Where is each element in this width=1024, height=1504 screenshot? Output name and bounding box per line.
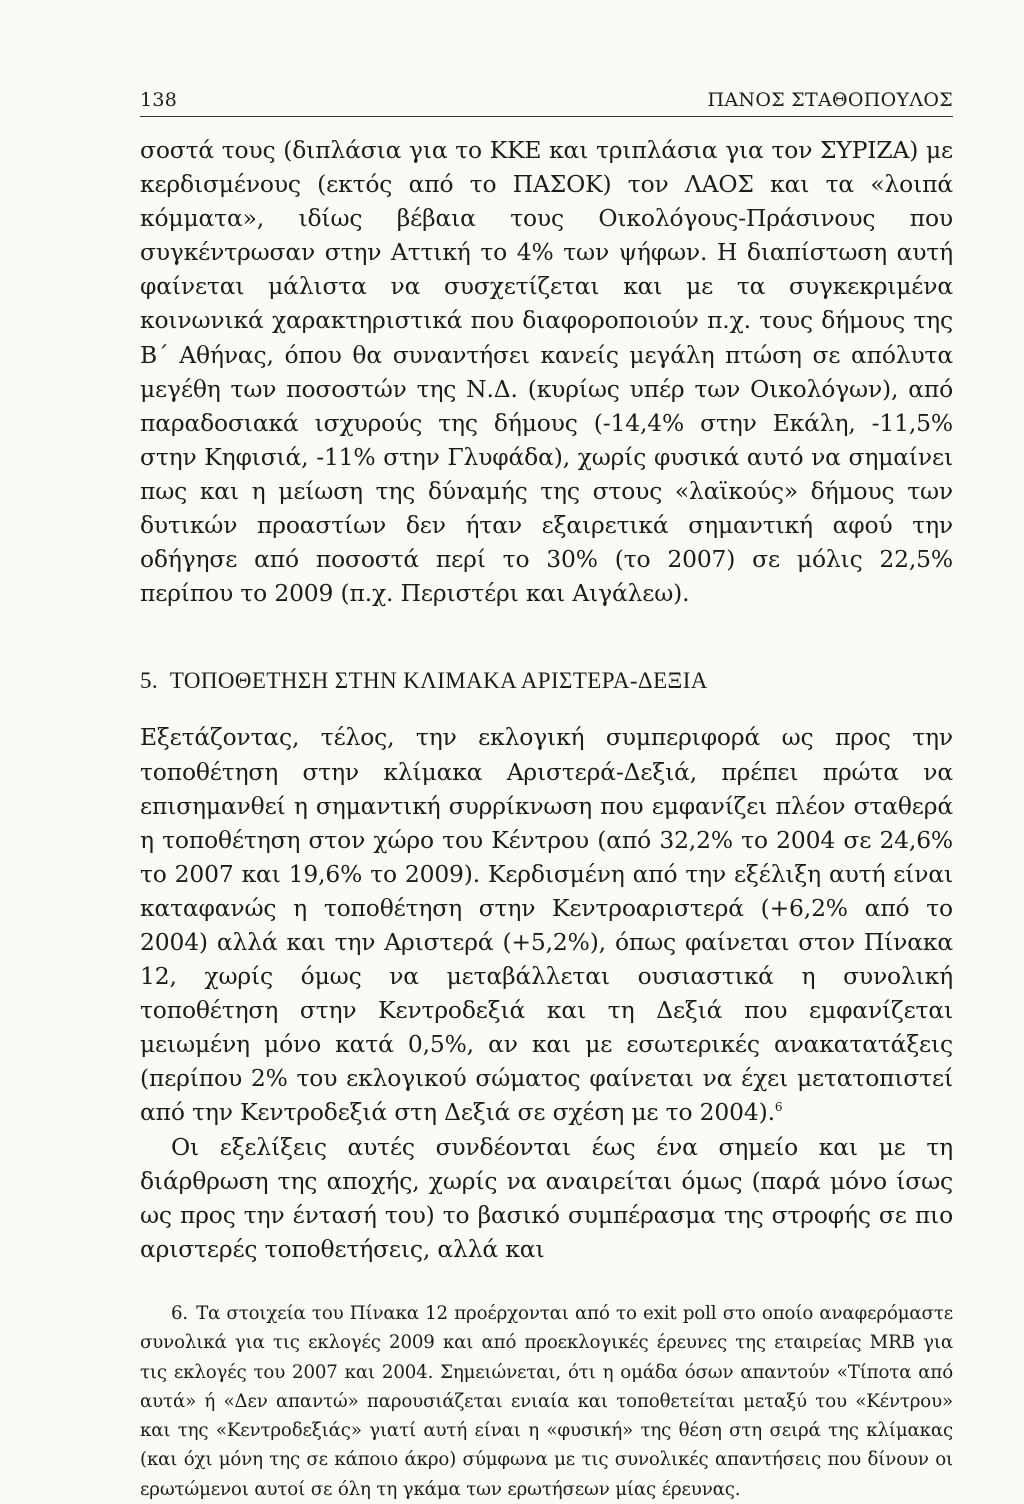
running-head-author: ΠΑΝΟΣ ΣΤΑΘΟΠΟΥΛΟΣ bbox=[707, 89, 953, 111]
section-number: 5. bbox=[140, 668, 159, 694]
footnote-text: Τα στοιχεία του Πίνακα 12 προέρχονται από το exit poll στο οποίο αναφερόμαστε συνολικά για τις εκλογές 2009 και από προεκλογικές έρευνες της εταιρείας MRB για τις εκλογές του 2007 και 2004. Σημειώνεται, ότι η ομάδα όσων απαντούν «Τίποτα από αυτά» ή «Δεν απαντώ» παρουσιάζεται ενιαία και τοποθετείται μεταξύ του «Κέντρου» και της «Κεντροδεξιάς» γιατί αυτή είναι η «φυσική» της θέση στη σειρά της κλίμακας (και όχι μόνη της σε κάποιο άκρο) σύμφωνα με τις συνολικές απαντήσεις που δίνουν οι ερωτώμενοι αυτοί σε όλη τη γκάμα των ερωτήσεων μίας έρευνας. bbox=[140, 1302, 953, 1500]
main-text bbox=[140, 133, 953, 1504]
running-header bbox=[140, 88, 953, 117]
section-title: ΤΟΠΟΘΕΤΗΣΗ ΣΤΗΝ ΚΛΙΜΑΚΑ ΑΡΙΣΤΕΡΑ-ΔΕΞΙΑ bbox=[169, 668, 708, 694]
paragraph-left-right-scale bbox=[140, 720, 953, 1129]
paragraph-continued: σοστά τους (διπλάσια για το ΚΚΕ και τριπλάσια για τον ΣΥΡΙΖΑ) με κερδισμένους (εκτός από το ΠΑΣΟΚ) τον ΛΑΟΣ και τα «λοιπά κόμματα», ιδίως βέβαια τους Οικολόγους-Πράσινους που συγκέντρωσαν στην Αττική το 4% των ψήφων. Η διαπίστωση αυτή φαίνεται μάλιστα να συσχετίζεται και με τα συγκεκριμένα κοινωνικά χαρακτηριστικά που διαφοροποιούν π.χ. τους δήμους της Β΄ Αθήνας, όπου θα συναντήσει κανείς μεγάλη πτώση σε απόλυτα μεγέθη των ποσοστών της Ν.Δ. (κυρίως υπέρ των Οικολόγων), από παραδοσιακά ισχυρούς της δήμους (-14,4% στην Εκάλη, -11,5% στην Κηφισιά, -11% στην Γλυφάδα), χωρίς φυσικά αυτό να σημαίνει πως και η μείωση της δύναμής της στους «λαϊκούς» δήμους των δυτικών προαστίων δεν ήταν εξαιρετικά σημαντική αφού την οδήγησε από ποσοστά περί το 30% (το 2007) σε μόλις 22,5% περίπου το 2009 (π.χ. Περιστέρι και Αιγάλεω). bbox=[140, 136, 953, 608]
paragraph-abstention: Οι εξελίξεις αυτές συνδέονται έως ένα σημείο και με τη διάρθρωση της αποχής, χωρίς να αναιρείται όμως (παρά μόνο ίσως ως προς την έντασή του) το βασικό συμπέρασμα της στροφής σε πιο αριστερές τοποθετήσεις, αλλά και bbox=[140, 1132, 953, 1263]
footnote bbox=[140, 1299, 953, 1504]
section-heading bbox=[140, 664, 953, 698]
paragraph-text: Εξετάζοντας, τέλος, την εκλογική συμπεριφορά ως προς την τοποθέτηση στην κλίμακα Αριστερά-Δεξιά, πρέπει πρώτα να επισημανθεί η σημαντική συρρίκνωση που εμφανίζει πλέον σταθερά η τοποθέτηση στον χώρο του Κέντρου (από 32,2% το 2004 σε 24,6% το 2007 και 19,6% το 2009). Κερδισμένη από την εξέλιξη αυτή είναι καταφανώς η τοποθέτηση στην Κεντροαριστερά (+6,2% από το 2004) αλλά και την Αριστερά (+5,2%), όπως φαίνεται στον Πίνακα 12, χωρίς όμως να μεταβάλλεται ουσιαστικά η συνολική τοποθέτηση στην Κεντροδεξιά και τη Δεξιά που εμφανίζεται μειωμένη μόνο κατά 0,5%, αν και με εσωτερικές ανακατατάξεις (περίπου 2% του εκλογικού σώματος φαίνεται να έχει μετατοπιστεί από την Κεντροδεξιά στη Δεξιά σε σχέση με το 2004). bbox=[140, 723, 953, 1127]
footnote-reference: 6 bbox=[774, 1100, 783, 1115]
page-number: 138 bbox=[140, 89, 178, 111]
footnote-number: 6. bbox=[171, 1302, 189, 1324]
